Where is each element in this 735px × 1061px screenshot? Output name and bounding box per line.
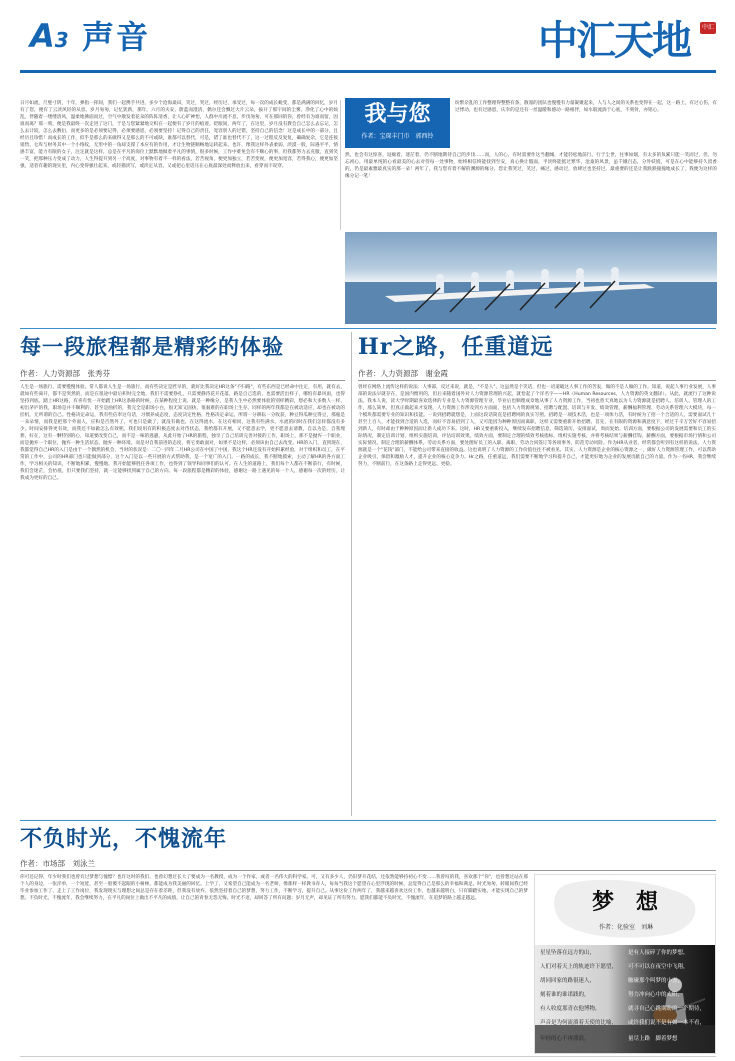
poem-line: 努力冲向心中的太阳， bbox=[628, 992, 684, 998]
page-number: 3 bbox=[54, 28, 69, 52]
time-body: 你可还记得，年少时我们也曾有过梦想与憧憬？也许这时的我们，也曾幻想过长大了要成为一名教授，成为一个作家，或者一名伟大的科学家。可，又有多少人，仍旧梦开花结，还依然能够持初心不变……我曾叹的我，喜欢那个"你"，也曾想过站在那个人的身边，一张洋单，一个短娃，甚至一股傻不起眼的小树林，都能成为我美丽的回忆。上学了，又希望自己能成为一名老师，像那样一样教书育人，每每当我这个愿望在心里浮现的时候，总觉得自己是那么的幸福和满足。时光匆匆，转眼间我已经毕业参加工作了，走上了工作岗位，我发现现实与理想之间总是存在着差距，但我没有放弃，依然坚持着自己的梦想，努力工作，不断学习，提升自己。从事这份工作两年了，我越来越喜欢这份工作，也越来越明白，只有脚踏实地，才能实现自己的梦想。不负时光，不愧流年，我会继续努力，在平凡的岗位上做出不平凡的成绩，让自己的青春无怨无悔。时光不语，却回答了所有问题；岁月无声，却见证了所有努力。愿我们都能不负时光，不愧流年，在追梦的路上越走越远。 bbox=[20, 875, 528, 901]
mid-divider bbox=[351, 332, 352, 816]
poem-line: 或许我们说不是有如一本不看， bbox=[628, 1020, 706, 1026]
time-title: 不负时光，不愧流年 bbox=[20, 826, 228, 852]
poem-line: 有人收度那青衣他博物， bbox=[540, 1006, 601, 1012]
section-rule-1 bbox=[20, 328, 716, 329]
poem-line: 刻着谁的谁诺践的， bbox=[540, 992, 590, 998]
poem-line: 胡同回家的路很迷人， bbox=[540, 978, 596, 984]
rowing-icon bbox=[345, 232, 717, 324]
poem-line: 人们对着天上的轨迹许下愿望， bbox=[540, 964, 618, 970]
hr-title: Hr之路，任重道远 bbox=[358, 334, 554, 360]
featured-text-mid: 然，也会有这惊喜，逗痴着，迷茫着，仍不断地期待自己的步伐……而，人的心，有时需要作这当翻城，才能轻松地前行。行于尘世，往事如烟，有太多的负累只能一笑而过，但，勿忘初心，用最单纯的心看最美的心去对待每一处事物，始终相信终能找到至安，真心换让假面，平淡终能抵过繁华，沧桑的风景，虽千娥百态，分外妖娆，可是在心中能够持久留香的，仍是最素雅最真实的那一朵！两年了，我与您有着不解的渊源的缘分，您让我哭过，笑过，痛过，感动过，放肆过也坚持过，最重要的还是让我跌跌撞撞地成长了，我便为这样的缘分记一笔！ bbox=[345, 153, 717, 179]
featured-divider bbox=[340, 100, 341, 230]
journey-byline: 作者：人力资源部 张秀芬 bbox=[20, 369, 110, 378]
featured-text-left: 日月如流，尺璧寸阴，十年，弹指一挥间，我们一起携手共进，多少个沧海桑田，笑过，哭过，经历过，承受过，每一次的成长蜕变，都是满满的回忆，岁月有了您，便有了云淡风轻的从容。岁月匆匆，记忆犹新，那年，六月的夫安，蔚蓝而澄清，偶尔还会飘过大片云朵，拔开了那宇间的尘雾，净化了心中的烦乱，伴随着一缕缕清风，温柔地拂面而过，空气中散发着花朵的阵阵清香，让人心旷神怡，人群中川流不息，步伐匆匆，可在那回的你，曾经有为谁而留，因谁而离？那一刻，便是我最终一次走进了这门，于是与您紧紧地交织在一起便有了岁月的痕迹。眨眼间，两年了，在这里，岁月没有教会自己怎么去忘记，怎么去计较，怎么去敷衍，而更多的是必须要记得，必须要感恩，必须要坚持！记得自己的责任，宽容别人的过错，坚持自己的信念！这是成长中的一部分，且经历且珍惜！而成长的工作，似乎是那么的来做得又是那么的不可或缺，谁都可以替代，可是，错了谁也替代不了，这一过程反反复复，确确复杂，它是连接销售、仓库与财务其中一个小络纹，无形中的一角却支撑了本应有的作用，才让生物链顺畅地运转起来。也许，像我这样外表柔弱，淡漠一般，际遇平平，情感丰富，能力有限的女子，注定就是这样，总是在平凡的岗位上默默地做着平凡的事情，很多时候，工作中难免会有不顺心的事，但我都努力去克服，直到笑一笑，把那种压力变成了动力，人生得提升到另一个高度，对事物有着不一样的看法，若苦视角，便更加独立，若苦变视，便更加宽容，若得我心，便更加坚强，适者有趣的现实里，内心变得强壮起来，或轻描淡写，或淡定从容，又或把心里话压在心底最深处而释放出来，看穿而不说穿。 bbox=[20, 101, 338, 169]
footer-rule bbox=[20, 1056, 716, 1057]
page-label bbox=[30, 17, 69, 56]
poem-line: 量尽上路 脚着梦想 bbox=[628, 1036, 678, 1042]
poem-line: 触碰那个叫梦的小丑， bbox=[628, 978, 684, 984]
featured-title: 我与您 bbox=[364, 102, 431, 127]
header-rule bbox=[20, 70, 716, 73]
poem-title: 梦 想 bbox=[591, 889, 658, 915]
journey-title: 每一段旅程都是精彩的体验 bbox=[20, 334, 284, 359]
featured-byline: 作者：宝琛丰门市 郭西铃 bbox=[361, 133, 434, 140]
poem-line: 年轻的心不再漂浪， bbox=[540, 1036, 590, 1042]
section-title: 声音 bbox=[82, 18, 151, 56]
page-letter: A bbox=[30, 17, 55, 55]
time-rule bbox=[20, 870, 716, 871]
poem-title-area bbox=[535, 875, 716, 945]
poem-line: 可不可以在夜空中飞翔， bbox=[628, 964, 689, 970]
featured-title-box bbox=[345, 98, 450, 148]
poem-line: 声音是为何流淌着天使的比喻， bbox=[540, 1020, 618, 1026]
section-rule-2 bbox=[20, 820, 716, 821]
hr-rule bbox=[358, 380, 716, 381]
poem-line: 是有人接碎了你的梦想， bbox=[628, 950, 689, 956]
hr-byline: 作者：人力资源部 谢金霞 bbox=[358, 369, 448, 378]
page-header bbox=[0, 0, 735, 66]
rowing-photo bbox=[345, 232, 717, 324]
hr-body: 曾经在网络上流传这样的说法：人事部，反过来说，就是，"不是人"。这虽然是个笑话，但也一语道破这人事工作的苦衷，做的不是人做的工作。知道，说起人事行业发展，人事部的说法早就存在，是国内惯用的，但后来随着国外对人力资源管理的兴起，就恰起了个洋名字——HR（Human Resources，人力资源的英文翻译）。从此，就流行了这种说法。我本人说，读大学时期最喜欢选择的专业是人力资源管理专业，毕业后也顺理成章地从事了人力资源工作，当初也曾天真地以为人力资源就是招聘人、培训人、管理人的工作，那么简单，但真正做起来才发现，人力资源工作涉及到方方面面，包括人力资源规划、招聘与配置、培训与开发、绩效管理、薪酬福利管理、劳动关系管理六大模块，每一个模块都需要专业的知识和技能。一说到招聘就想是，上面这段话简直是招聘网的真实写照。招聘是一项技术活，也是一项体力活，有时候为了招一个合适的人，需要面试几十甚至上百人，才能找到合适的人选，而好不容易招到了人，又可能因为种种原因而离职，这样又需要重新开始招聘。首先，在有限的资源和满意度下，经过千辛万苦好不容易招到新人，有时却由于种种原因而让新人成功下来。这时，HR又要重新投入，继续发布招聘信息，筛选简历，安排面试，周而复始。培训方面，要根据公司的发展需要和员工的实际情况，制定培训计划，组织实施培训，评估培训效果。绩效方面，要制定合理的绩效考核指标，组织实施考核，并将考核结果与薪酬挂钩。薪酬方面，要根据市场行情和公司实际情况，制定合理的薪酬体系。劳动关系方面，要处理好员工的入职、离职、劳动合同签订等各项事务，防范劳动风险。作为HR从业者，经常都会听到有这样的说法，人力资源就是一个"花钱"部门，不能给公司带来直接的收益。这也说明了人力资源的工作价值往往不被看见。其实，人力资源是企业的核心资源之一，做好人力资源管理工作，可以帮助企业吸引、保留和激励人才，提升企业的核心竞争力。Hr之路，任重道远，我们需要不断地学习和提升自己，才能更好地为企业的发展贡献自己的力量。作为一名HR，我会继续努力，不断前行，在这条路上走得更远、更稳。 bbox=[358, 385, 716, 467]
journey-body: 人生是一场旅行，需要慢慢体验。常人都说人生是一场旅行，而有些决定是匠早的，就好比我决定HR这条"不归路"，有些东西是已经命中注定，有用，就有去，就如有些离开，都不是突然的，而是在很途中最后积时完全地，我们不需要挣扎，只需要静待花开花落，路是自己选的，也需要活出样子，哪怕有暴风雨，也得坚持到底。踏上HR这路，有喜有忧一开始踏上HR这条路的时候，在某种程度上说，就是一种缘分，是我人生中必然要体验的别样精彩，想必和大多数人一样，初出茅庐的我，职场是并不顺利的，甚至是曲折的，我完全是职场小白，很无知又固执，很艰难的在职场上生存。同样的两年我都是在被动适应，却也在被动的挂机，无所谓的自己。性格决定命运，我有些信奉这句话，习惯养成态度，态度决定性格，性格决定命运，所谓一分耕耘一分收获，种豆得瓜种豆得豆，那瓶是一朵朵情，而我是把那个外面人，应和是否然外了，可也只是做了，就没有做也，在这得流水，在这有相同，这我有些满水，水流的同时在我们怎样都没有多少。时间安排得更有效，而我还不如做怎么有效呢。我们说用有的积极态度去对待状态，我给都有开展，又不愿意去学，更不愿意去请教，自以为是，自我埋葬，好在，这有一颗特别的心，知道要改变自己，而不是一味的逃避，从此开始了HR的旅程，独享了自己培训完善对接的工作，职场上，那不是抛弃一个职业，而是抛弃一个职位，抛弃一种生活状态，抛弃一种环境。而是对自我前进的态度，将它勇敢面对，如果不是这样，必须该由自己去改变。HR的入门，直到现在，我都觉得自己HR的入门是由于一个偶然的机会，当时的状况是：二〇一四年二月HR公司在中国了中国，我这个HR还没有开始积累经验，对于组织和员工，在平常的工作中，公司的HR部门也只能做到部分，这个入门是以一些开展的方式帮助我，是一个宽广的入门。一路的成长，我不断地摸索，主动了解HR的各方面工作，学习相关的知识，不断地积累，慢慢地，我开始能够胜任各项工作，也得到了领导和同事们的认可。在人生的道路上，我们每个人都在不断前行，有时候，我们会迷茫，会彷徨，但只要我们坚持，就一定能够找到属于自己的方向。每一段旅程都是精彩的体验，感谢这一路上遇见的每一个人，感谢每一次的经历，让我成为更好的自己。 bbox=[20, 385, 345, 481]
journey-rule bbox=[20, 380, 345, 381]
featured-text-right: 纷繁杂乱的工作整理得整整有条，散漫的团队也慢慢有力量凝聚起来，人与人之间的关系也变得在一起，这一路上，有过心伤，有过悸动，也有过感恩，庆幸的是还有一丝温暖和感动一路相伴，如水般流淌于心底，不刻骨，亦铭心。 bbox=[455, 101, 717, 113]
poem-line: 就寻自己心跳期盼的一个期待， bbox=[628, 1006, 706, 1012]
masthead: 中汇天地 bbox=[538, 17, 690, 64]
poem-lines bbox=[536, 946, 714, 1052]
poem-line: 星星坠落在远方的山， bbox=[540, 950, 596, 956]
masthead-seal: 中汇 bbox=[700, 22, 716, 34]
time-byline: 作者：市场部 刘泳兰 bbox=[20, 859, 95, 868]
poem-byline: 作者：化验室 刘琳 bbox=[598, 924, 653, 931]
